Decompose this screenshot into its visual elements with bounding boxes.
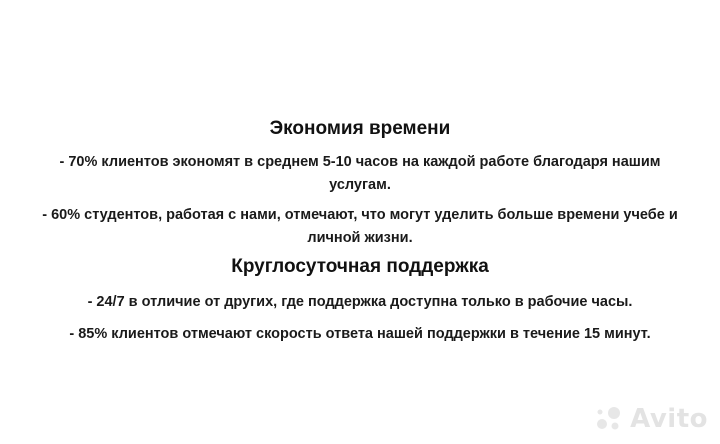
content-block [0, 112, 720, 346]
time-savings-item-1: - 70% клиентов экономят в среднем 5-10 часов на каждой работе благодаря нашим услугам. [59, 154, 661, 193]
avito-watermark [594, 404, 708, 434]
watermark-text: Avito [630, 404, 708, 434]
support-item-1: - 24/7 в отличие от других, где поддержка доступна только в рабочие часы. [87, 294, 633, 310]
section-heading-support: Круглосуточная поддержка [231, 256, 489, 277]
section-heading-time-savings: Экономия времени [269, 118, 451, 139]
time-savings-item-2: - 60% студентов, работая с нами, отмечают, что могут уделить больше времени учебе и личной жизни. [42, 207, 678, 246]
support-item-2: - 85% клиентов отмечают скорость ответа нашей поддержки в течение 15 минут. [69, 326, 651, 342]
avito-logo-icon [594, 404, 624, 434]
